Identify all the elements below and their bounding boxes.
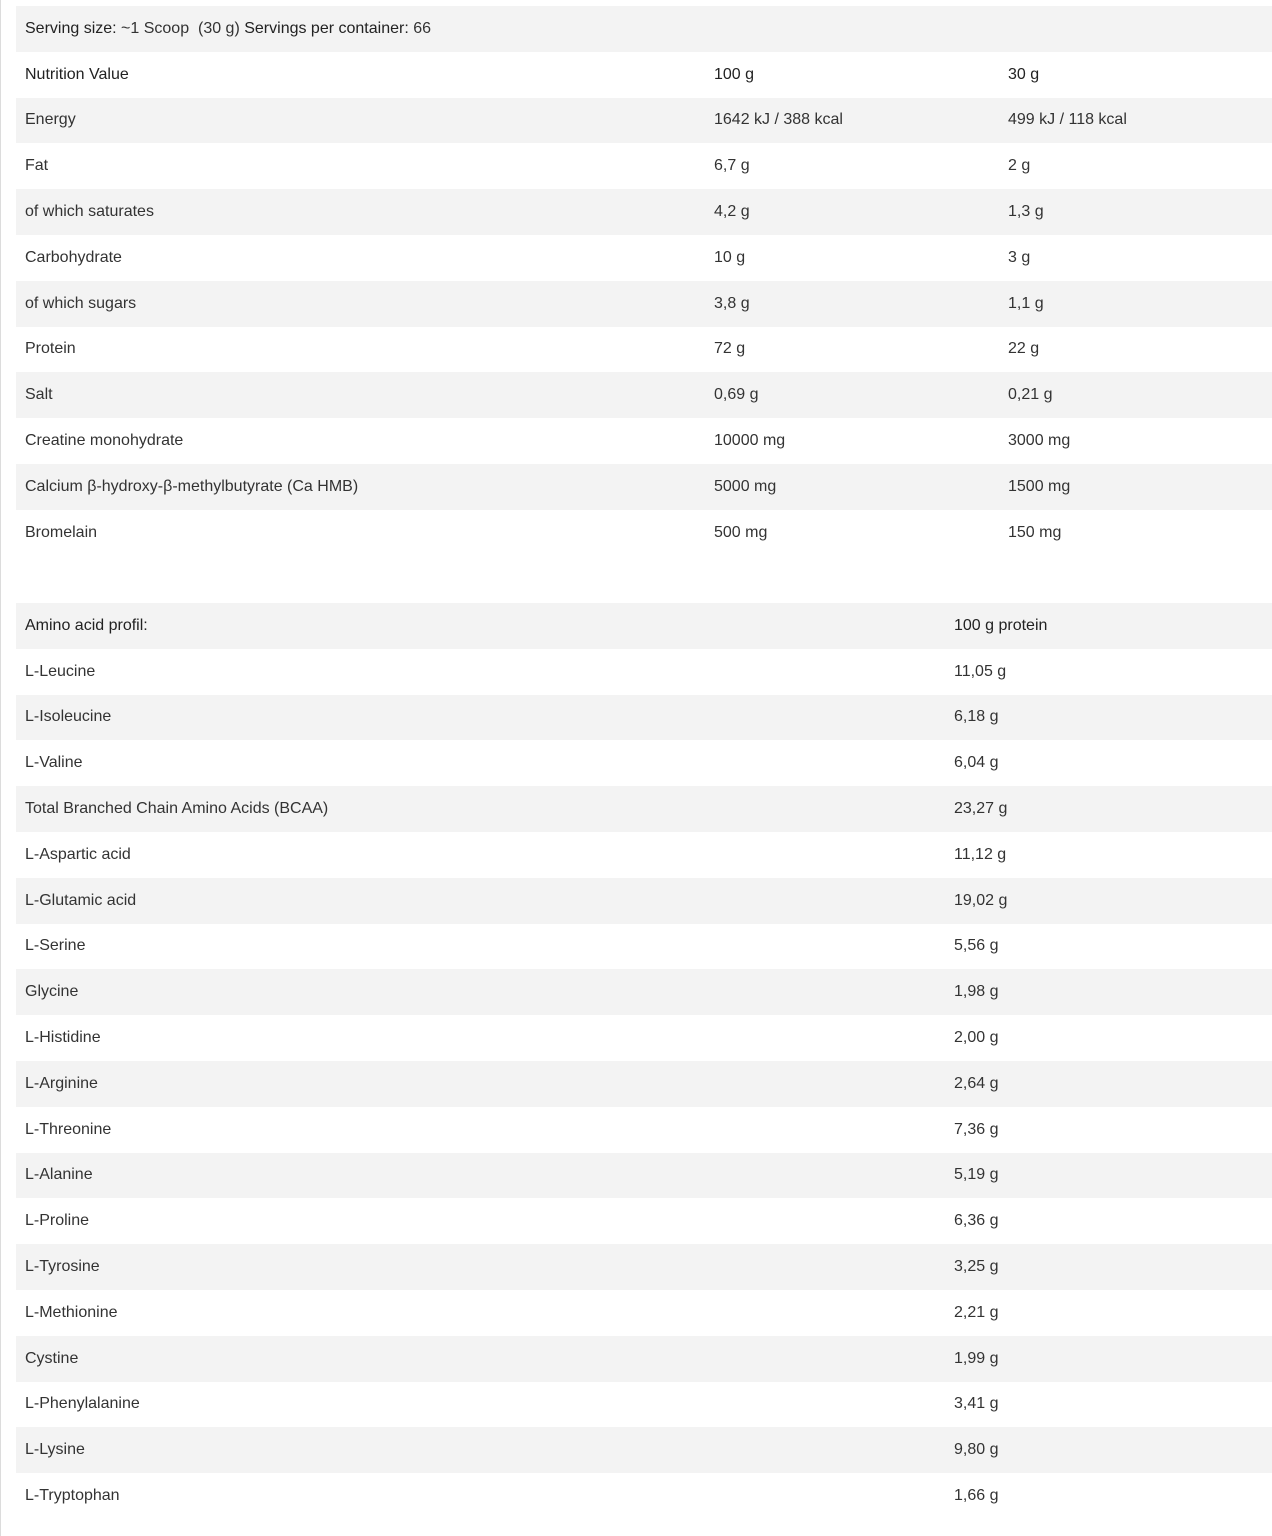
value-per-30g: 1,3 g bbox=[1008, 203, 1044, 221]
table-row bbox=[16, 418, 1272, 464]
serving-info bbox=[25, 6, 431, 52]
nutrient-name: of which saturates bbox=[25, 203, 154, 221]
left-border bbox=[0, 0, 1, 1536]
amino-acid-table bbox=[16, 603, 1272, 1519]
table-row bbox=[16, 235, 1272, 281]
value-per-100g-protein: 6,36 g bbox=[954, 1212, 999, 1230]
amino-acid-name: Cystine bbox=[25, 1349, 79, 1367]
table-row bbox=[16, 143, 1272, 189]
value-per-100g-protein: 5,56 g bbox=[954, 937, 999, 955]
value-per-100g: 6,7 g bbox=[714, 157, 750, 175]
value-per-30g: 2 g bbox=[1008, 157, 1031, 175]
nutrient-name: Protein bbox=[25, 340, 76, 358]
servings-per-container-label: Servings per container: bbox=[244, 19, 409, 37]
value-per-100g-protein: 11,12 g bbox=[954, 845, 1007, 863]
nutrition-table bbox=[16, 6, 1272, 556]
nutrient-name: Calcium β-hydroxy-β-methylbutyrate (Ca HMB) bbox=[25, 477, 359, 495]
amino-acid-name: L-Aspartic acid bbox=[25, 845, 131, 863]
table-row bbox=[16, 1473, 1272, 1519]
amino-acid-name: L-Alanine bbox=[25, 1166, 93, 1184]
value-per-100g: 3,8 g bbox=[714, 294, 750, 312]
amino-acid-name: L-Proline bbox=[25, 1212, 90, 1230]
value-per-100g: 4,2 g bbox=[714, 203, 750, 221]
table-row bbox=[16, 649, 1272, 695]
amino-acid-name: Total Branched Chain Amino Acids (BCAA) bbox=[25, 800, 329, 818]
amino-acid-name: L-Serine bbox=[25, 937, 86, 955]
nutrient-name: Salt bbox=[25, 386, 53, 404]
value-per-100g: 1642 kJ / 388 kcal bbox=[714, 111, 843, 129]
amino-acid-name: L-Valine bbox=[25, 754, 83, 772]
nutrient-name: Fat bbox=[25, 157, 49, 175]
value-per-100g: 72 g bbox=[714, 340, 746, 358]
serving-size-value: ~1 Scoop (30 g) bbox=[116, 19, 245, 37]
table-row bbox=[16, 1015, 1272, 1061]
table-row bbox=[16, 969, 1272, 1015]
amino-header-row bbox=[16, 603, 1272, 649]
table-row bbox=[16, 1290, 1272, 1336]
nutrition-header-row bbox=[16, 52, 1272, 98]
amino-acid-name: L-Glutamic acid bbox=[25, 891, 137, 909]
value-per-100g-protein: 23,27 g bbox=[954, 800, 1008, 818]
value-per-100g-protein: 3,25 g bbox=[954, 1258, 999, 1276]
table-row bbox=[16, 1061, 1272, 1107]
value-per-100g-protein: 11,05 g bbox=[954, 662, 1007, 680]
amino-acid-name: L-Arginine bbox=[25, 1074, 98, 1092]
value-per-100g-protein: 7,36 g bbox=[954, 1120, 999, 1138]
nutrient-name: of which sugars bbox=[25, 294, 137, 312]
nutrient-name: Carbohydrate bbox=[25, 248, 122, 266]
value-per-30g: 499 kJ / 118 kcal bbox=[1008, 111, 1127, 129]
amino-rows bbox=[16, 649, 1272, 1519]
table-row bbox=[16, 98, 1272, 144]
value-per-30g: 3 g bbox=[1008, 248, 1031, 266]
nutrition-header-100g: 100 g bbox=[714, 65, 755, 83]
value-per-100g: 500 mg bbox=[714, 523, 768, 541]
value-per-100g: 5000 mg bbox=[714, 477, 777, 495]
table-row bbox=[16, 924, 1272, 970]
amino-acid-name: L-Threonine bbox=[25, 1120, 112, 1138]
table-row bbox=[16, 786, 1272, 832]
table-row bbox=[16, 878, 1272, 924]
value-per-100g-protein: 6,18 g bbox=[954, 708, 999, 726]
value-per-100g: 10000 mg bbox=[714, 432, 786, 450]
value-per-100g-protein: 9,80 g bbox=[954, 1441, 999, 1459]
table-row bbox=[16, 1336, 1272, 1382]
table-row bbox=[16, 695, 1272, 741]
value-per-100g-protein: 2,00 g bbox=[954, 1029, 999, 1047]
nutrient-name: Energy bbox=[25, 111, 76, 129]
value-per-100g-protein: 3,41 g bbox=[954, 1395, 999, 1413]
nutrient-name: Bromelain bbox=[25, 523, 98, 541]
table-row bbox=[16, 372, 1272, 418]
value-per-100g: 0,69 g bbox=[714, 386, 759, 404]
amino-acid-name: L-Phenylalanine bbox=[25, 1395, 140, 1413]
value-per-100g-protein: 19,02 g bbox=[954, 891, 1008, 909]
amino-acid-name: L-Tyrosine bbox=[25, 1258, 100, 1276]
table-row bbox=[16, 1244, 1272, 1290]
servings-per-container-value: 66 bbox=[408, 19, 432, 37]
table-row bbox=[16, 832, 1272, 878]
value-per-30g: 22 g bbox=[1008, 340, 1040, 358]
value-per-100g: 10 g bbox=[714, 248, 746, 266]
amino-acid-name: L-Leucine bbox=[25, 662, 96, 680]
amino-acid-name: L-Isoleucine bbox=[25, 708, 112, 726]
nutrition-rows bbox=[16, 98, 1272, 556]
table-row bbox=[16, 510, 1272, 556]
table-row bbox=[16, 281, 1272, 327]
value-per-100g-protein: 5,19 g bbox=[954, 1166, 999, 1184]
value-per-30g: 0,21 g bbox=[1008, 386, 1053, 404]
nutrient-name: Creatine monohydrate bbox=[25, 432, 184, 450]
table-row bbox=[16, 1107, 1272, 1153]
table-row bbox=[16, 1427, 1272, 1473]
value-per-100g-protein: 1,98 g bbox=[954, 983, 999, 1001]
nutrition-header-30g: 30 g bbox=[1008, 65, 1040, 83]
value-per-100g-protein: 2,21 g bbox=[954, 1303, 999, 1321]
table-row bbox=[16, 1382, 1272, 1428]
value-per-100g-protein: 2,64 g bbox=[954, 1074, 999, 1092]
serving-size-label: Serving size: bbox=[25, 19, 117, 37]
amino-header-name: Amino acid profil: bbox=[25, 616, 148, 634]
table-row bbox=[16, 327, 1272, 373]
table-row bbox=[16, 1198, 1272, 1244]
value-per-30g: 1500 mg bbox=[1008, 477, 1071, 495]
table-row bbox=[16, 464, 1272, 510]
nutrition-header-name: Nutrition Value bbox=[25, 65, 129, 83]
amino-header-100g-protein: 100 g protein bbox=[954, 616, 1048, 634]
value-per-30g: 150 mg bbox=[1008, 523, 1062, 541]
amino-acid-name: L-Histidine bbox=[25, 1029, 101, 1047]
value-per-100g-protein: 1,66 g bbox=[954, 1487, 999, 1505]
table-row bbox=[16, 189, 1272, 235]
amino-acid-name: Glycine bbox=[25, 983, 79, 1001]
value-per-30g: 3000 mg bbox=[1008, 432, 1071, 450]
amino-acid-name: L-Lysine bbox=[25, 1441, 85, 1459]
amino-acid-name: L-Methionine bbox=[25, 1303, 118, 1321]
table-row bbox=[16, 740, 1272, 786]
value-per-100g-protein: 1,99 g bbox=[954, 1349, 999, 1367]
serving-info-row bbox=[16, 6, 1272, 52]
value-per-100g-protein: 6,04 g bbox=[954, 754, 999, 772]
amino-acid-name: L-Tryptophan bbox=[25, 1487, 120, 1505]
value-per-30g: 1,1 g bbox=[1008, 294, 1044, 312]
table-row bbox=[16, 1153, 1272, 1199]
